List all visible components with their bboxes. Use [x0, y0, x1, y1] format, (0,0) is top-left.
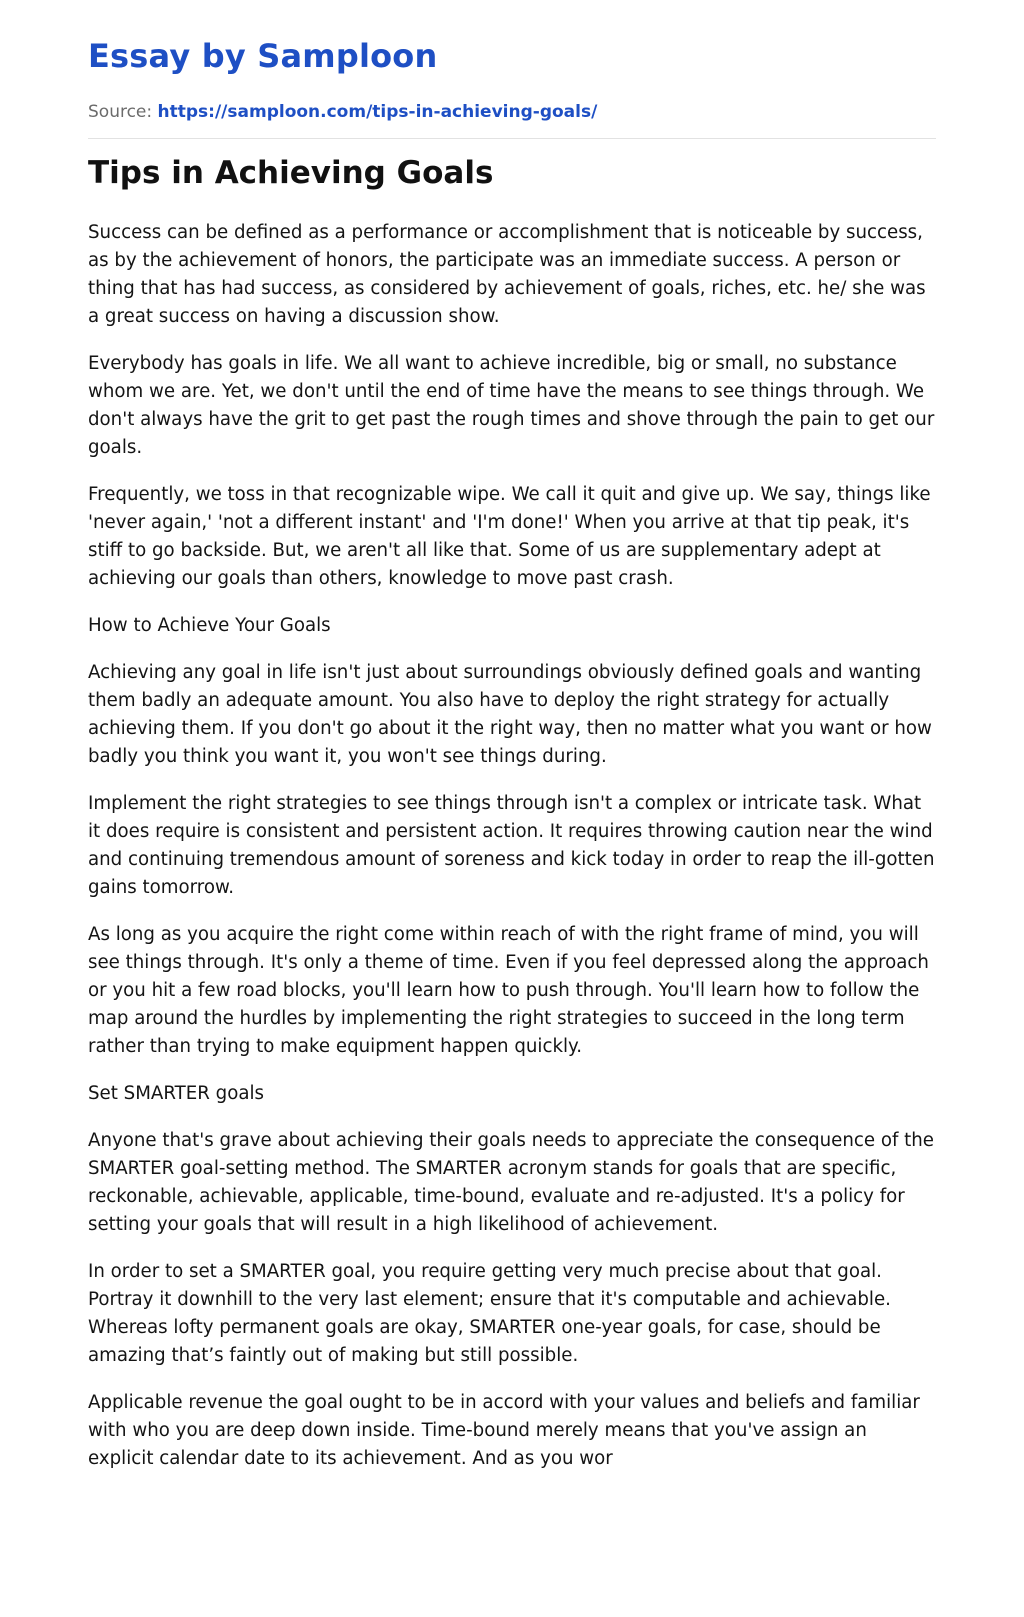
- essay-title: Tips in Achieving Goals: [88, 155, 494, 191]
- paragraph: As long as you acquire the right come within reach of with the right frame of mind, you will see things through. It's only a theme of time. Even if you feel depressed along the approach or you hit a few road blocks, you'll learn how to push through. You'll learn how to follow the map around the hurdles by implementing the right strategies to succeed in the long term rather than trying to make equipment happen quickly.: [88, 924, 929, 1057]
- document-content: [88, 0, 936, 1492]
- source-label: Source:: [88, 102, 153, 122]
- site-title: Essay by Samploon: [88, 37, 438, 75]
- header-divider: [88, 138, 936, 139]
- paragraph: Applicable revenue the goal ought to be in accord with your values and beliefs and familiar with who you are deep down inside. Time-bound merely means that you've assign an explicit calendar date to its achievement. And as you wor: [88, 1392, 920, 1469]
- paragraph: Frequently, we toss in that recognizable wipe. We call it quit and give up. We say, things like 'never again,' 'not a different instant' and 'I'm done!' When you arrive at that tip peak, it's stiff to go backside. But, we aren't all like that. Some of us are supplementary adept at achieving our goals than others, knowledge to move past crash.: [88, 484, 931, 589]
- paragraph: Implement the right strategies to see things through isn't a complex or intricate task. What it does require is consistent and persistent action. It requires throwing caution near the wind and continuing tremendous amount of soreness and kick today in order to reap the ill-gotten gains tomorrow.: [88, 793, 935, 898]
- essay-body: [88, 219, 936, 1473]
- source-line: [88, 100, 936, 124]
- paragraph: Success can be defined as a performance or accomplishment that is noticeable by success, as by the achievement of honors, the participate was an immediate success. A person or thing that has had success, as considered by achievement of goals, riches, etc. he/ she was a great success on having a discussion show.: [88, 222, 926, 327]
- paragraph: Everybody has goals in life. We all want to achieve incredible, big or small, no substance whom we are. Yet, we don't until the end of time have the means to see things through. We don't always have the grit to get past the rough times and shove through the pain to get our goals.: [88, 353, 935, 458]
- section-heading: How to Achieve Your Goals: [88, 615, 331, 636]
- section-heading: Set SMARTER goals: [88, 1083, 265, 1104]
- source-link[interactable]: https://samploon.com/tips-in-achieving-goals/: [157, 102, 598, 122]
- paragraph: Anyone that's grave about achieving their goals needs to appreciate the consequence of the SMARTER goal-setting method. The SMARTER acronym stands for goals that are specific, reckonable, achievable, applicable, time-bound, evaluate and re-adjusted. It's a policy for setting your goals that will result in a high likelihood of achievement.: [88, 1130, 934, 1235]
- paragraph: In order to set a SMARTER goal, you require getting very much precise about that goal. Portray it downhill to the very last element; ensure that it's computable and achievable. Whereas lofty permanent goals are okay, SMARTER one-year goals, for case, should be amazing that’s faintly out of making but still possible.: [88, 1261, 891, 1366]
- paragraph: Achieving any goal in life isn't just about surroundings obviously defined goals and wanting them badly an adequate amount. You also have to deploy the right strategy for actually achieving them. If you don't go about it the right way, then no matter what you want or how badly you think you want it, you won't see things during.: [88, 662, 932, 767]
